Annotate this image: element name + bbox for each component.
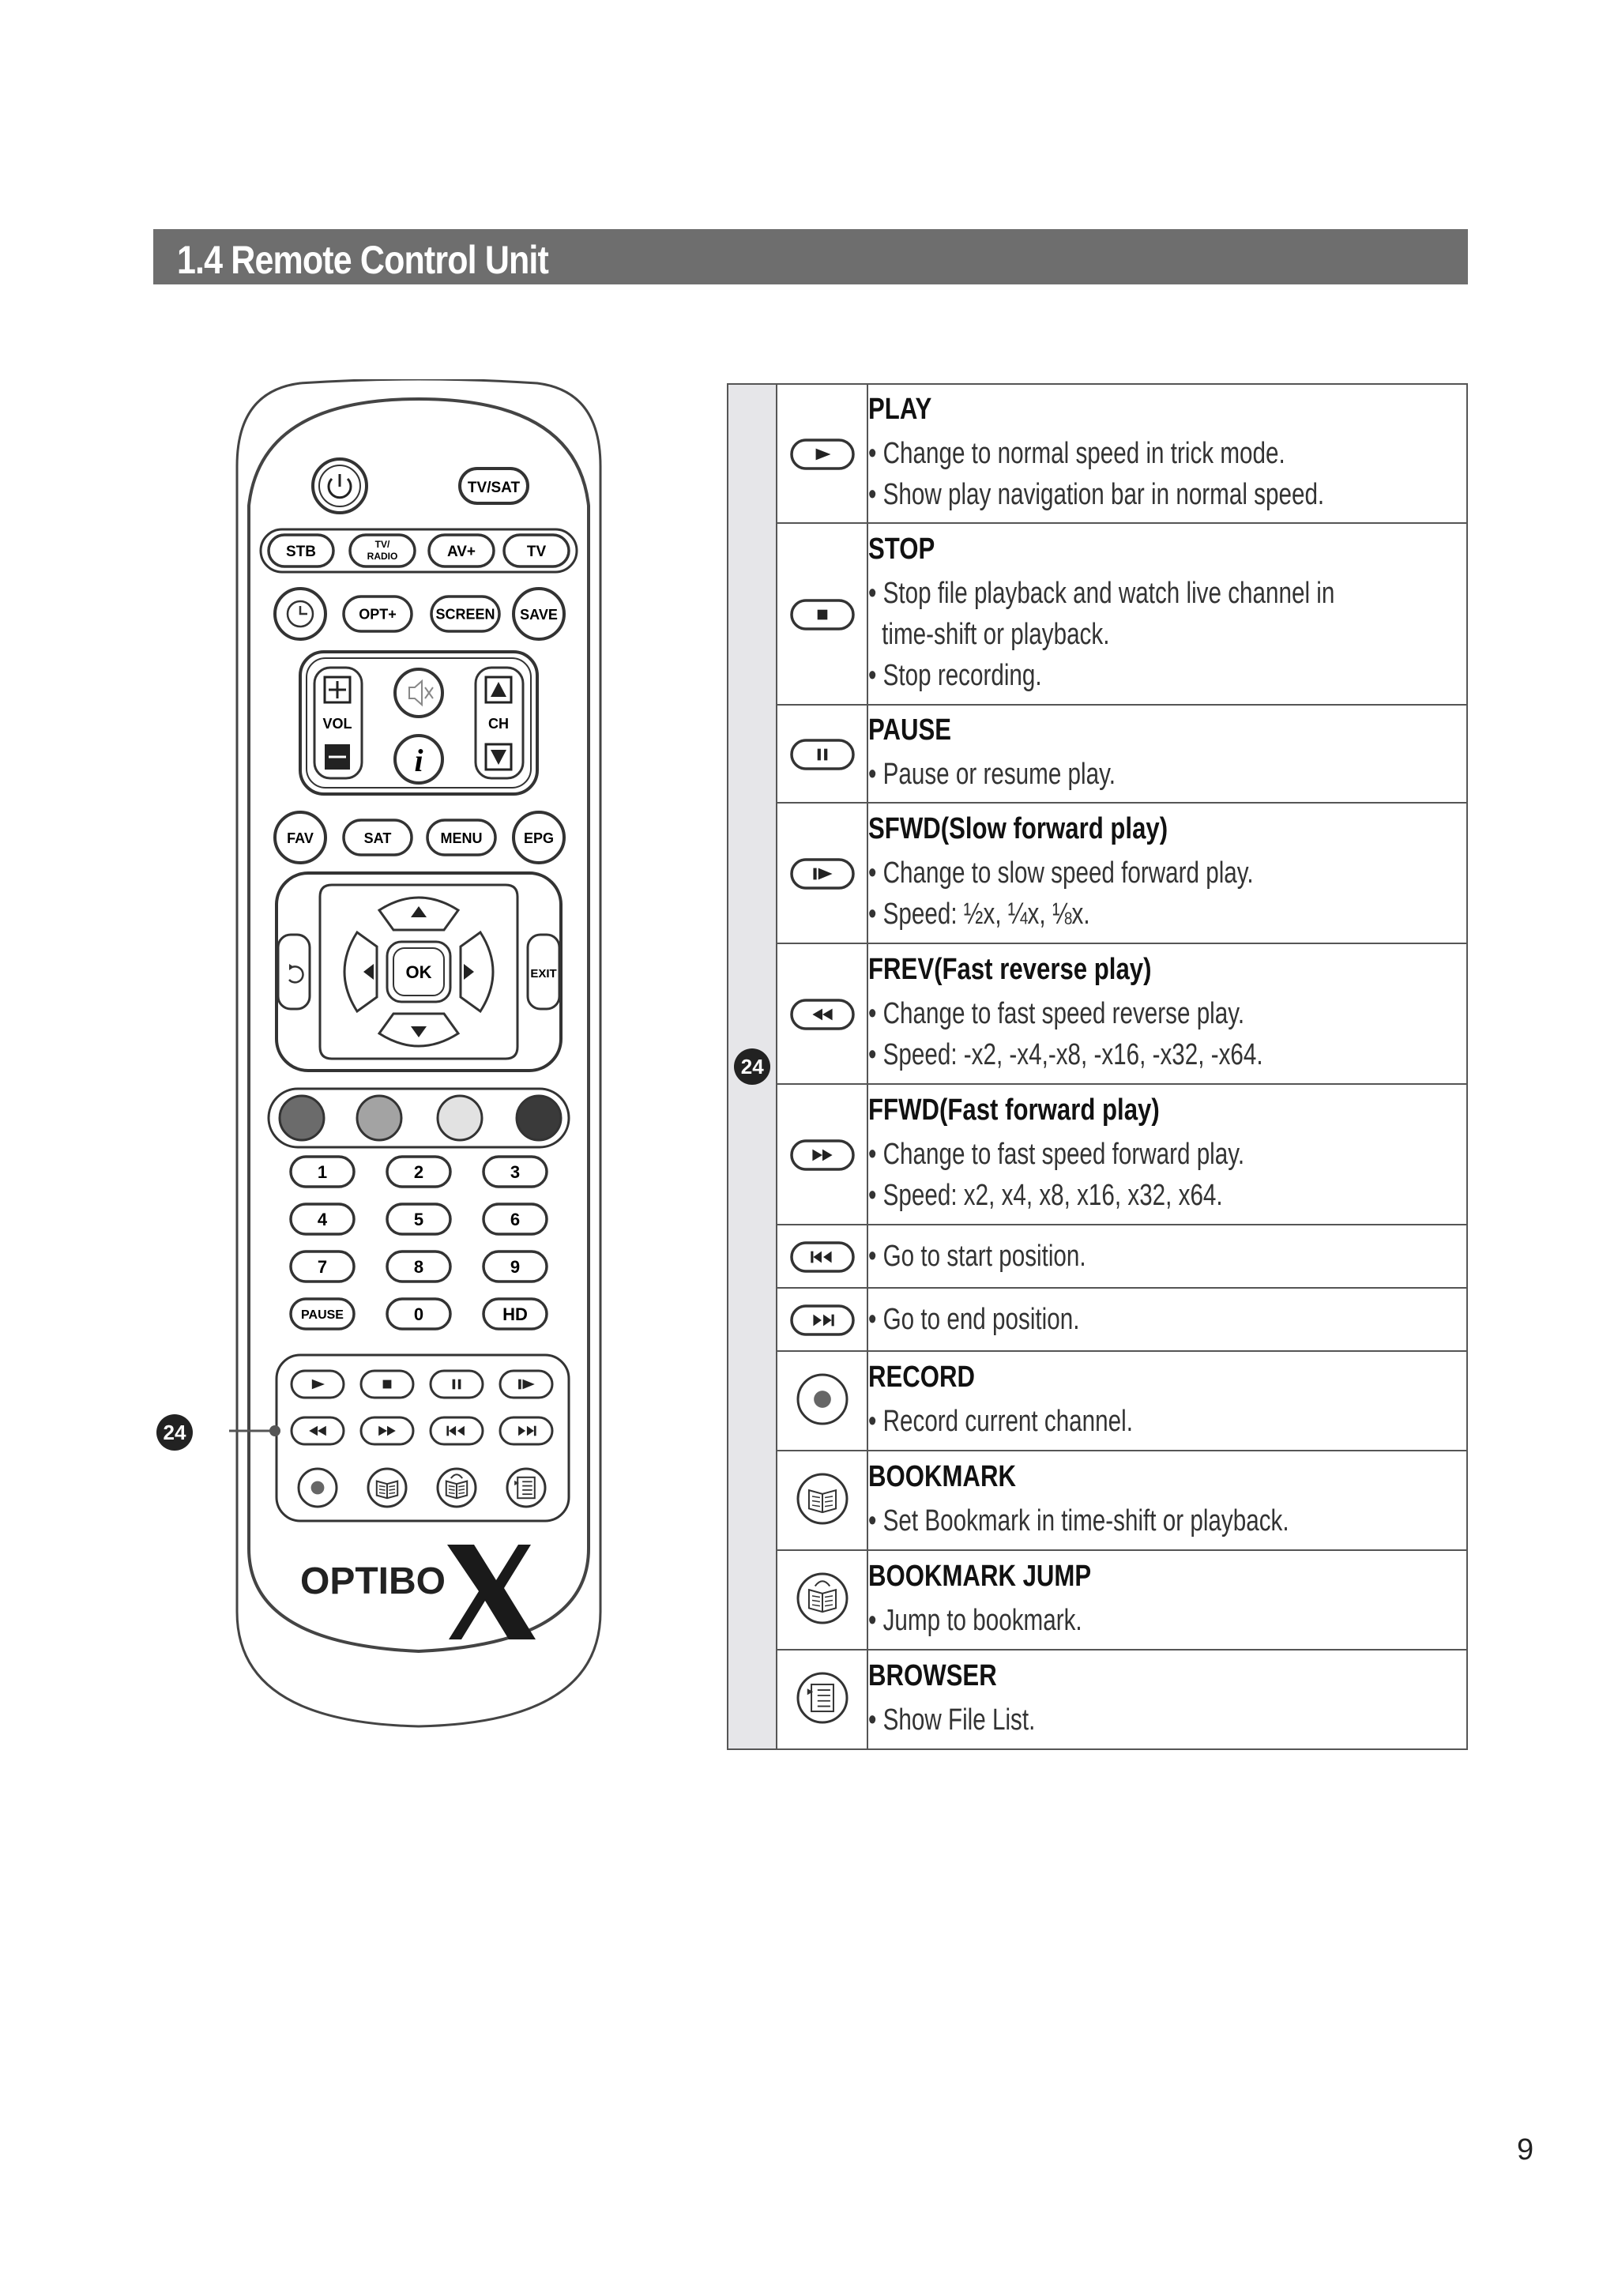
icon-cell xyxy=(777,1351,867,1451)
function-name: PAUSE xyxy=(868,713,952,747)
ch-label: CH xyxy=(488,716,509,732)
function-description: • Go to end position. xyxy=(868,1303,1080,1336)
skip-end-icon xyxy=(787,1290,858,1346)
group-number: 24 xyxy=(734,1048,770,1085)
function-table xyxy=(727,383,1468,1750)
record-icon xyxy=(787,1372,858,1427)
num-button-7[interactable] xyxy=(387,1252,450,1282)
function-description: • Show play navigation bar in normal speed. xyxy=(868,477,1325,511)
fav-button-label: FAV xyxy=(287,830,314,846)
vol-label: VOL xyxy=(322,716,352,732)
epg-button[interactable] xyxy=(514,812,564,863)
bookmark-icon xyxy=(787,1471,858,1526)
save-button-label: SAVE xyxy=(520,607,558,623)
exit-button[interactable] xyxy=(528,935,559,1009)
info-icon: i xyxy=(414,743,423,778)
mode-button-0[interactable] xyxy=(269,535,333,566)
num-button-11[interactable] xyxy=(484,1299,547,1329)
page-number: 9 xyxy=(1517,2133,1534,2166)
screen-button-label: SCREEN xyxy=(435,606,495,623)
function-description: • Stop recording. xyxy=(868,658,1042,692)
description-cell xyxy=(867,1225,1467,1288)
stop-icon xyxy=(383,1380,392,1389)
icon-cell xyxy=(777,1550,867,1650)
num-button-7-label: 8 xyxy=(413,1256,424,1277)
num-button-1-label: 2 xyxy=(413,1161,424,1182)
color-key-3[interactable] xyxy=(438,1096,482,1140)
mode-button-3[interactable] xyxy=(504,535,569,566)
exit-label: EXIT xyxy=(530,967,557,981)
function-name: FREV(Fast reverse play) xyxy=(868,952,1152,986)
power-button[interactable] xyxy=(313,459,367,513)
function-description: • Speed: ½x, ¼x, ⅛x. xyxy=(868,897,1090,931)
back-button[interactable] xyxy=(278,935,310,1009)
icon-cell xyxy=(777,1084,867,1225)
fast-reverse-icon xyxy=(787,984,858,1040)
function-description: • Stop file playback and watch live channel in xyxy=(868,576,1335,610)
stop-icon xyxy=(787,585,858,640)
description-cell xyxy=(867,803,1467,943)
function-description: • Go to start position. xyxy=(868,1240,1086,1273)
icon-cell xyxy=(777,1225,867,1288)
icon-cell xyxy=(777,1650,867,1749)
num-button-5[interactable] xyxy=(484,1204,547,1234)
function-name: FFWD(Fast forward play) xyxy=(868,1093,1160,1127)
transport-bookmark-button[interactable] xyxy=(368,1469,406,1507)
mute-button[interactable] xyxy=(395,669,442,717)
function-description: • Speed: x2, x4, x8, x16, x32, x64. xyxy=(868,1178,1223,1212)
num-button-0-label: 1 xyxy=(317,1161,328,1182)
save-button[interactable] xyxy=(514,589,564,639)
description-cell xyxy=(867,523,1467,705)
ok-button[interactable] xyxy=(387,942,450,1002)
slow-forward-icon xyxy=(787,844,858,899)
num-button-4-label: 5 xyxy=(413,1209,424,1229)
function-description: • Show File List. xyxy=(868,1703,1036,1737)
table-row xyxy=(728,1084,1467,1225)
num-button-10[interactable] xyxy=(387,1299,450,1329)
bookmark-icon xyxy=(368,1469,406,1507)
tv-radio-label-line1: TV/ xyxy=(374,539,390,550)
num-button-8-label: 9 xyxy=(510,1256,521,1277)
opt-plus-button-label: OPT+ xyxy=(359,606,397,623)
ok-label: OK xyxy=(405,962,432,982)
num-button-8[interactable] xyxy=(484,1252,547,1282)
icon-cell xyxy=(777,523,867,705)
transport-sfwd-button[interactable] xyxy=(500,1371,552,1398)
browser-icon xyxy=(787,1670,858,1726)
function-description: • Pause or resume play. xyxy=(868,757,1116,791)
transport-stop-button[interactable] xyxy=(361,1371,413,1398)
opt-plus-button[interactable] xyxy=(344,597,412,631)
function-name: SFWD(Slow forward play) xyxy=(868,811,1168,845)
num-button-2-label: 3 xyxy=(510,1161,521,1182)
description-cell xyxy=(867,1288,1467,1351)
num-button-4[interactable] xyxy=(387,1204,450,1234)
icon-cell xyxy=(777,384,867,523)
transport-browser-button[interactable] xyxy=(507,1469,545,1507)
num-button-10-label: 0 xyxy=(413,1304,424,1324)
table-row xyxy=(728,523,1467,705)
table-row xyxy=(728,705,1467,803)
tv-sat-button[interactable] xyxy=(460,469,528,503)
volume-rocker[interactable] xyxy=(314,668,362,778)
callout-24: 24 xyxy=(156,1414,193,1451)
function-description: • Record current channel. xyxy=(868,1404,1134,1438)
color-key-4[interactable] xyxy=(517,1096,561,1140)
record-icon xyxy=(299,1469,337,1507)
section-title-bar xyxy=(153,229,1468,284)
icon-cell xyxy=(777,705,867,803)
table-row xyxy=(728,1550,1467,1650)
channel-rocker[interactable] xyxy=(476,668,523,778)
description-cell xyxy=(867,1351,1467,1451)
table-row xyxy=(728,1225,1467,1288)
function-name: BOOKMARK xyxy=(868,1459,1017,1493)
fav-button[interactable] xyxy=(275,812,325,863)
sat-button[interactable] xyxy=(344,820,412,855)
transport-ffwd-button[interactable] xyxy=(361,1417,413,1444)
icon-cell xyxy=(777,1288,867,1351)
menu-button[interactable] xyxy=(427,820,495,855)
timer-button[interactable] xyxy=(275,589,325,639)
mode-button-2[interactable] xyxy=(429,535,494,566)
function-description: • Change to slow speed forward play. xyxy=(868,856,1254,890)
function-name: PLAY xyxy=(868,392,932,426)
num-button-9[interactable] xyxy=(291,1299,354,1329)
num-button-0[interactable] xyxy=(291,1157,354,1187)
description-cell xyxy=(867,1451,1467,1550)
function-description: • Set Bookmark in time-shift or playback. xyxy=(868,1504,1289,1538)
description-cell xyxy=(867,1084,1467,1225)
description-cell xyxy=(867,384,1467,523)
transport-next-button[interactable] xyxy=(500,1417,552,1444)
transport-play-button[interactable] xyxy=(292,1371,344,1398)
browser-icon xyxy=(507,1469,545,1507)
fast-forward-icon xyxy=(787,1125,858,1180)
skip-start-icon xyxy=(787,1227,858,1282)
description-cell xyxy=(867,943,1467,1084)
icon-cell xyxy=(777,943,867,1084)
icon-cell xyxy=(777,803,867,943)
info-button[interactable] xyxy=(395,736,442,783)
description-cell xyxy=(867,705,1467,803)
transport-bookmarkjump-button[interactable] xyxy=(438,1469,476,1507)
description-cell xyxy=(867,1650,1467,1749)
function-name: RECORD xyxy=(868,1360,976,1394)
table-row xyxy=(728,1650,1467,1749)
remote-control-illustration xyxy=(229,379,608,1738)
num-button-6[interactable] xyxy=(291,1252,354,1282)
sat-button-label: SAT xyxy=(363,830,392,846)
num-button-2[interactable] xyxy=(484,1157,547,1187)
group-number-cell xyxy=(728,384,777,1749)
transport-record-button[interactable] xyxy=(299,1469,337,1507)
function-description: • Change to fast speed forward play. xyxy=(868,1137,1245,1171)
brand-text: OPTIBO xyxy=(300,1560,446,1602)
screen-button[interactable] xyxy=(431,597,499,631)
transport-pause-button[interactable] xyxy=(431,1371,483,1398)
function-description: • Speed: -x2, -x4,-x8, -x16, -x32, -x64. xyxy=(868,1037,1263,1071)
function-name: BOOKMARK JUMP xyxy=(868,1559,1092,1593)
num-button-6-label: 7 xyxy=(317,1256,328,1277)
function-name: BROWSER xyxy=(868,1658,997,1692)
tv-radio-label-line2: RADIO xyxy=(367,551,398,562)
num-button-11-label: HD xyxy=(502,1304,528,1324)
function-description: time-shift or playback. xyxy=(882,617,1110,651)
pause-icon xyxy=(787,725,858,780)
table-row xyxy=(728,384,1467,523)
num-button-3[interactable] xyxy=(291,1204,354,1234)
num-button-3-label: 4 xyxy=(317,1209,328,1229)
function-name: STOP xyxy=(868,532,935,566)
mode-button-2-label: AV+ xyxy=(446,543,476,560)
bookmarkjump-icon xyxy=(438,1469,476,1507)
num-button-5-label: 6 xyxy=(510,1209,521,1229)
description-cell xyxy=(867,1550,1467,1650)
table-row xyxy=(728,803,1467,943)
table-row xyxy=(728,1351,1467,1451)
epg-button-label: EPG xyxy=(523,830,555,846)
menu-button-label: MENU xyxy=(440,830,483,846)
function-description: • Change to fast speed reverse play. xyxy=(868,996,1245,1030)
table-row xyxy=(728,1451,1467,1550)
mode-button-3-label: TV xyxy=(526,543,547,560)
table-row xyxy=(728,1288,1467,1351)
icon-cell xyxy=(777,1451,867,1550)
color-key-2[interactable] xyxy=(357,1096,401,1140)
num-button-9-label: PAUSE xyxy=(301,1308,344,1322)
section-title: 1.4 Remote Control Unit xyxy=(177,238,548,282)
mode-button-1[interactable] xyxy=(350,535,415,566)
table-row xyxy=(728,943,1467,1084)
mode-button-0-label: STB xyxy=(286,543,316,560)
num-button-1[interactable] xyxy=(387,1157,450,1187)
transport-frev-button[interactable] xyxy=(292,1417,344,1444)
play-icon xyxy=(787,424,858,480)
color-key-1[interactable] xyxy=(280,1096,324,1140)
function-description: • Jump to bookmark. xyxy=(868,1603,1082,1637)
bookmark-jump-icon xyxy=(787,1571,858,1626)
function-description: • Change to normal speed in trick mode. xyxy=(868,436,1285,470)
transport-prev-button[interactable] xyxy=(431,1417,483,1444)
tv-sat-label: TV/SAT xyxy=(467,480,521,496)
